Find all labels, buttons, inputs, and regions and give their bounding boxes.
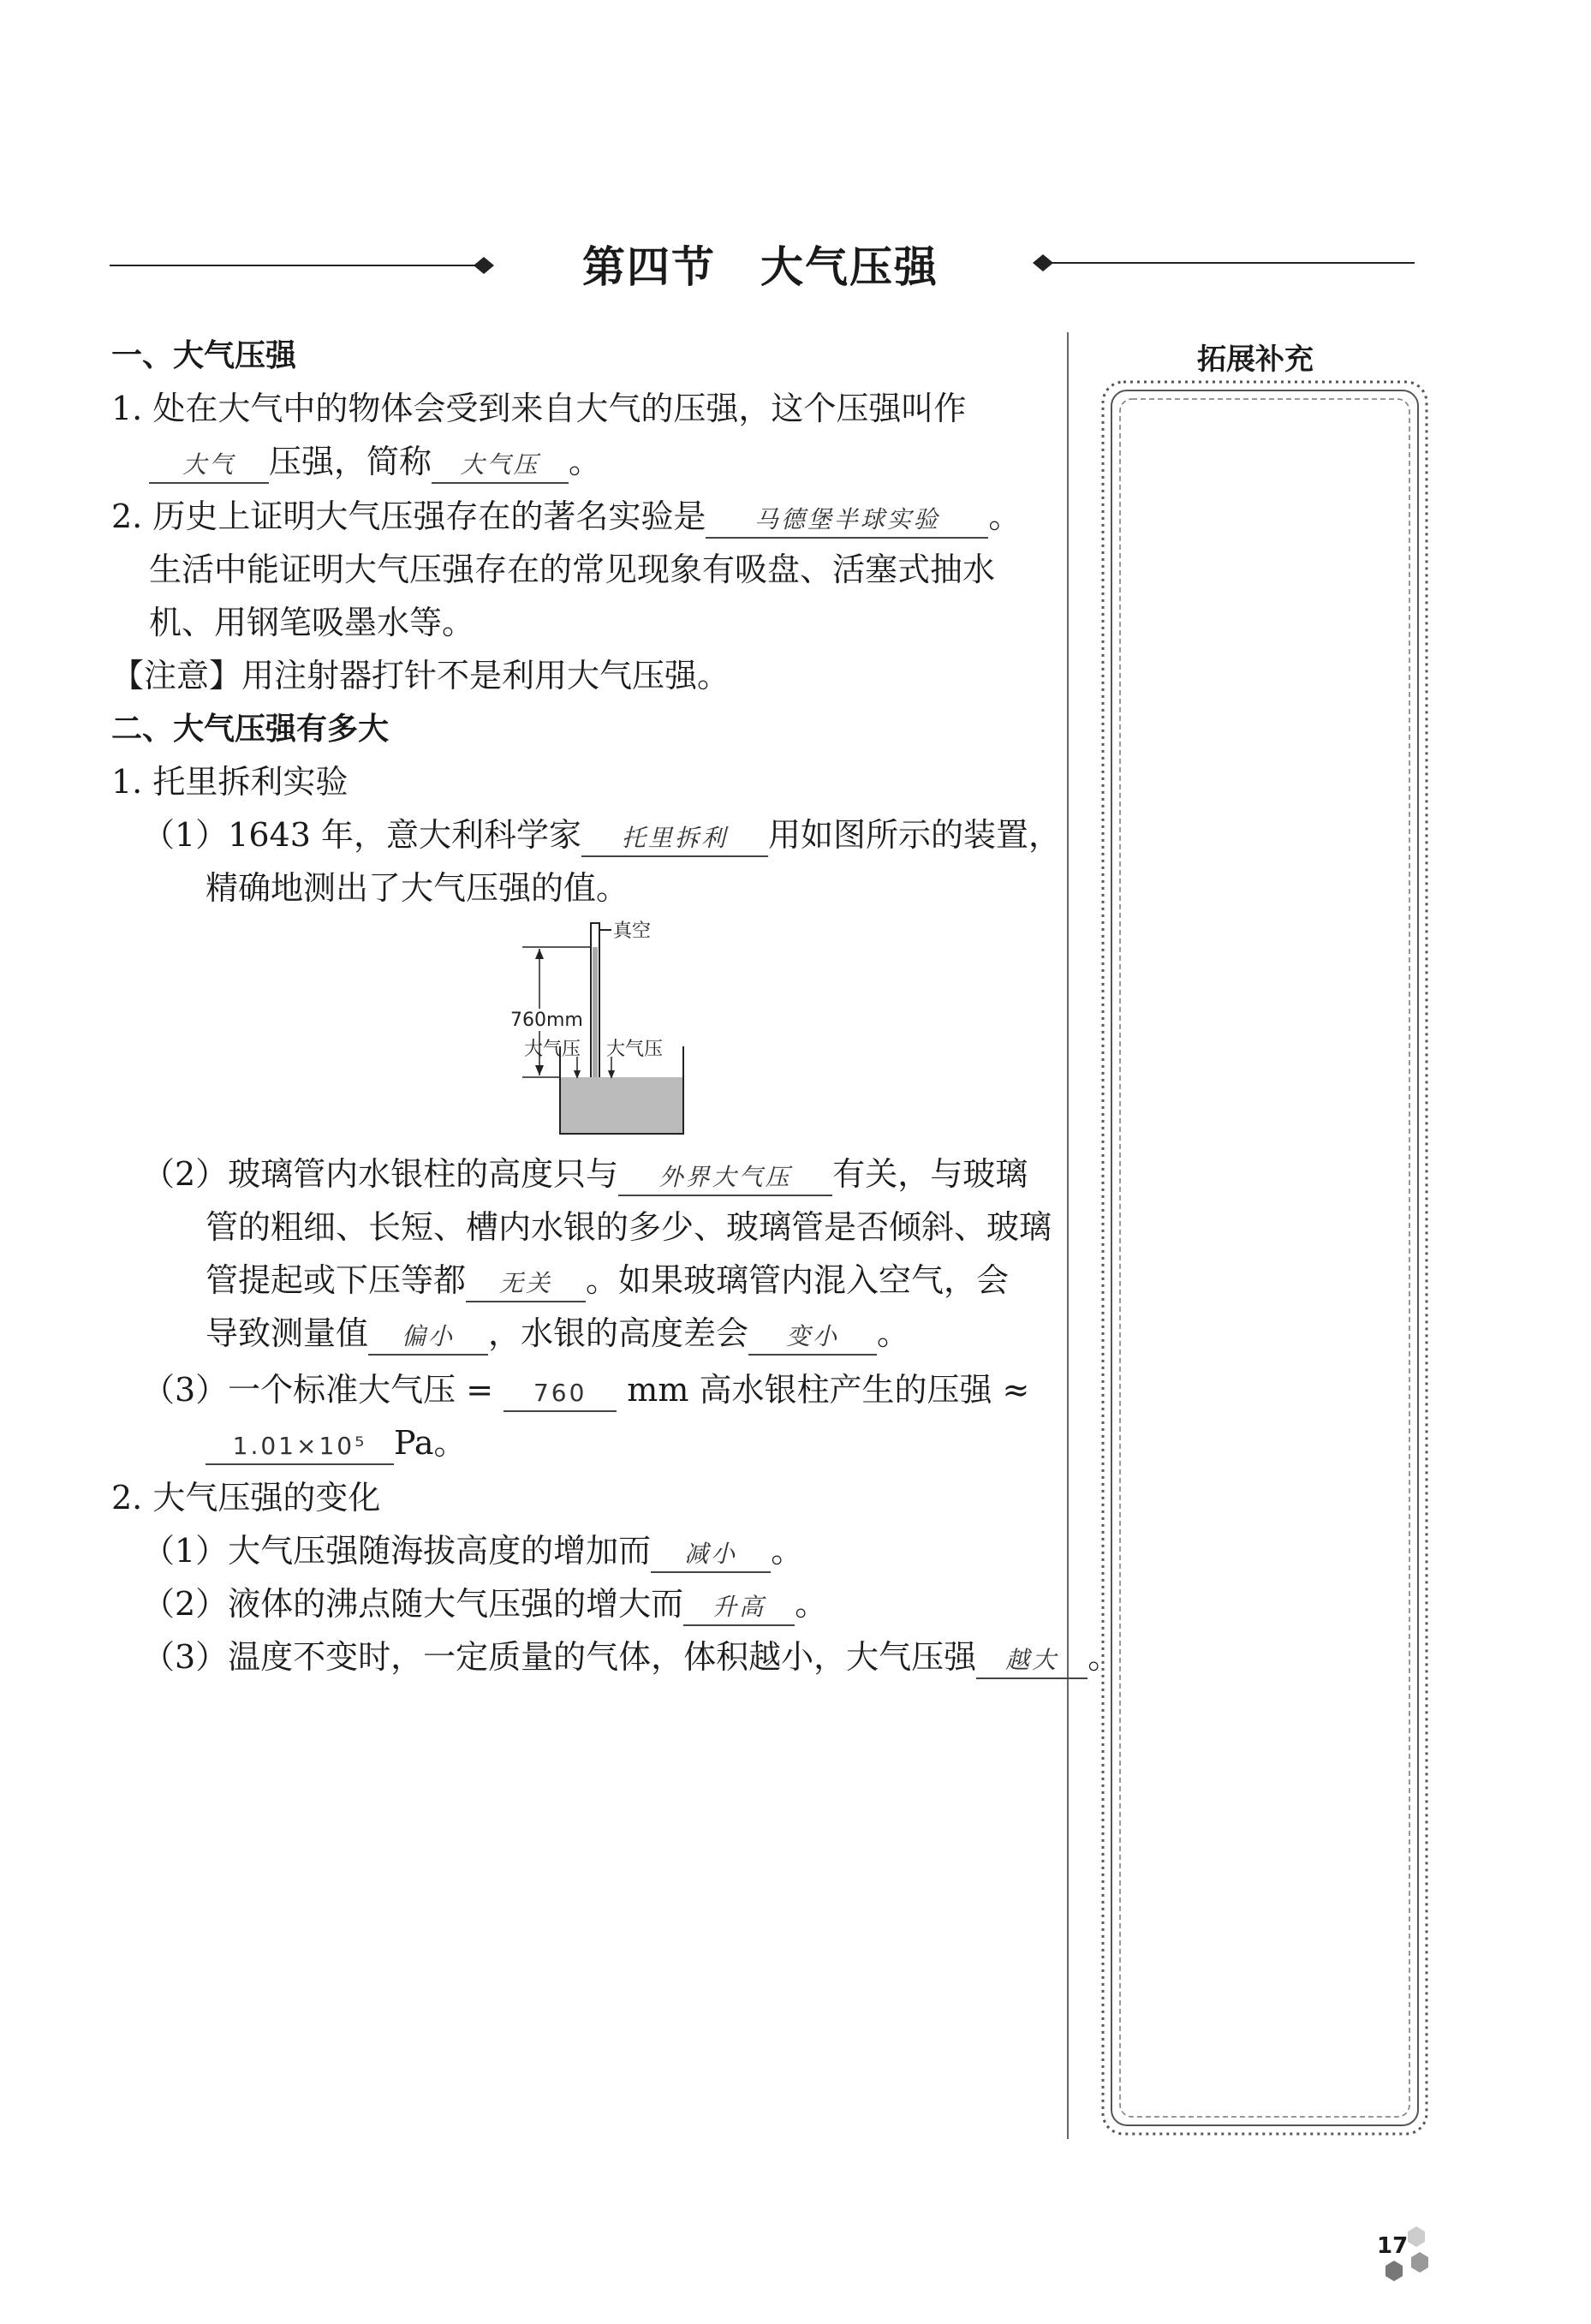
sidebar-title: 拓展补充 xyxy=(1197,343,1314,377)
p1-line2: 精确地测出了大气压强的值。 xyxy=(206,869,629,907)
height-label: 760mm xyxy=(510,1010,583,1031)
answer-blank[interactable]: 大气 xyxy=(149,448,269,484)
atm-left-label: 大气压 xyxy=(524,1039,581,1060)
sub1-title: 1. 托里拆利实验 xyxy=(111,763,349,801)
answer-blank[interactable]: 升高 xyxy=(683,1590,795,1626)
p2-line1: （2）玻璃管内水银柱的高度只与 外界大气压 有关，与玻璃 xyxy=(142,1158,1028,1196)
c1-line: （1）大气压强随海拔高度的增加而 减小 。 xyxy=(142,1534,803,1573)
section2-heading: 二、大气压强有多大 xyxy=(111,712,390,747)
c2-line: （2）液体的沸点随大气压强的增大而 升高 。 xyxy=(142,1588,827,1626)
q2-line1: 2. 历史上证明大气压强存在的著名实验是 马德堡半球实验 。 xyxy=(111,500,1021,539)
torricelli-figure xyxy=(505,918,694,1146)
q2-line2: 生活中能证明大气压强存在的常见现象有吸盘、活塞式抽水 xyxy=(149,551,996,588)
page-title: 第四节 大气压强 xyxy=(582,241,939,292)
atm-right-label: 大气压 xyxy=(606,1039,664,1060)
answer-blank[interactable]: 1.01×10⁵ xyxy=(206,1429,394,1465)
page-number: 17 xyxy=(1377,2233,1409,2259)
q1-line2: 大气 压强，简称 大气压 。 xyxy=(149,445,601,484)
answer-blank[interactable]: 外界大气压 xyxy=(618,1160,832,1196)
answer-blank[interactable]: 马德堡半球实验 xyxy=(706,503,988,539)
answer-blank[interactable]: 大气压 xyxy=(432,448,569,484)
answer-blank[interactable]: 偏小 xyxy=(368,1320,488,1356)
p1-line1: （1）1643 年，意大利科学家 托里拆利 用如图所示的装置， xyxy=(142,819,1061,857)
vacuum-label: 真空 xyxy=(613,921,652,942)
p2-line4: 导致测量值 偏小 ，水银的高度差会 变小 。 xyxy=(206,1317,909,1356)
c3-line: （3）温度不变时，一定质量的气体，体积越小，大气压强 越大 。 xyxy=(142,1641,1120,1679)
column-divider xyxy=(1067,332,1069,2139)
answer-blank[interactable]: 变小 xyxy=(748,1320,877,1356)
q2-line3: 机、用钢笔吸墨水等。 xyxy=(149,604,475,641)
answer-blank[interactable]: 760 xyxy=(504,1376,617,1412)
p3-line2: 1.01×10⁵ Pa。 xyxy=(206,1427,467,1465)
answer-blank[interactable]: 无关 xyxy=(466,1266,586,1302)
section1-heading: 一、大气压强 xyxy=(111,338,297,373)
note: 【注意】用注射器打针不是利用大气压强。 xyxy=(111,657,730,694)
q1-line1: 1. 处在大气中的物体会受到来自大气的压强，这个压强叫作 xyxy=(111,390,967,427)
p2-line3: 管提起或下压等都 无关 。如果玻璃管内混入空气，会 xyxy=(206,1264,1009,1302)
sidebar-decorative-frame xyxy=(1099,378,1430,2137)
p3-line1: （3）一个标准大气压 = 760 mm 高水银柱产生的压强 ≈ xyxy=(142,1374,1029,1412)
answer-blank[interactable]: 托里拆利 xyxy=(581,821,768,857)
p2-line2: 管的粗细、长短、槽内水银的多少、玻璃管是否倾斜、玻璃 xyxy=(206,1208,1052,1246)
answer-blank[interactable]: 减小 xyxy=(651,1537,771,1573)
answer-blank[interactable]: 越大 xyxy=(976,1643,1087,1679)
sub2-title: 2. 大气压强的变化 xyxy=(111,1479,381,1517)
